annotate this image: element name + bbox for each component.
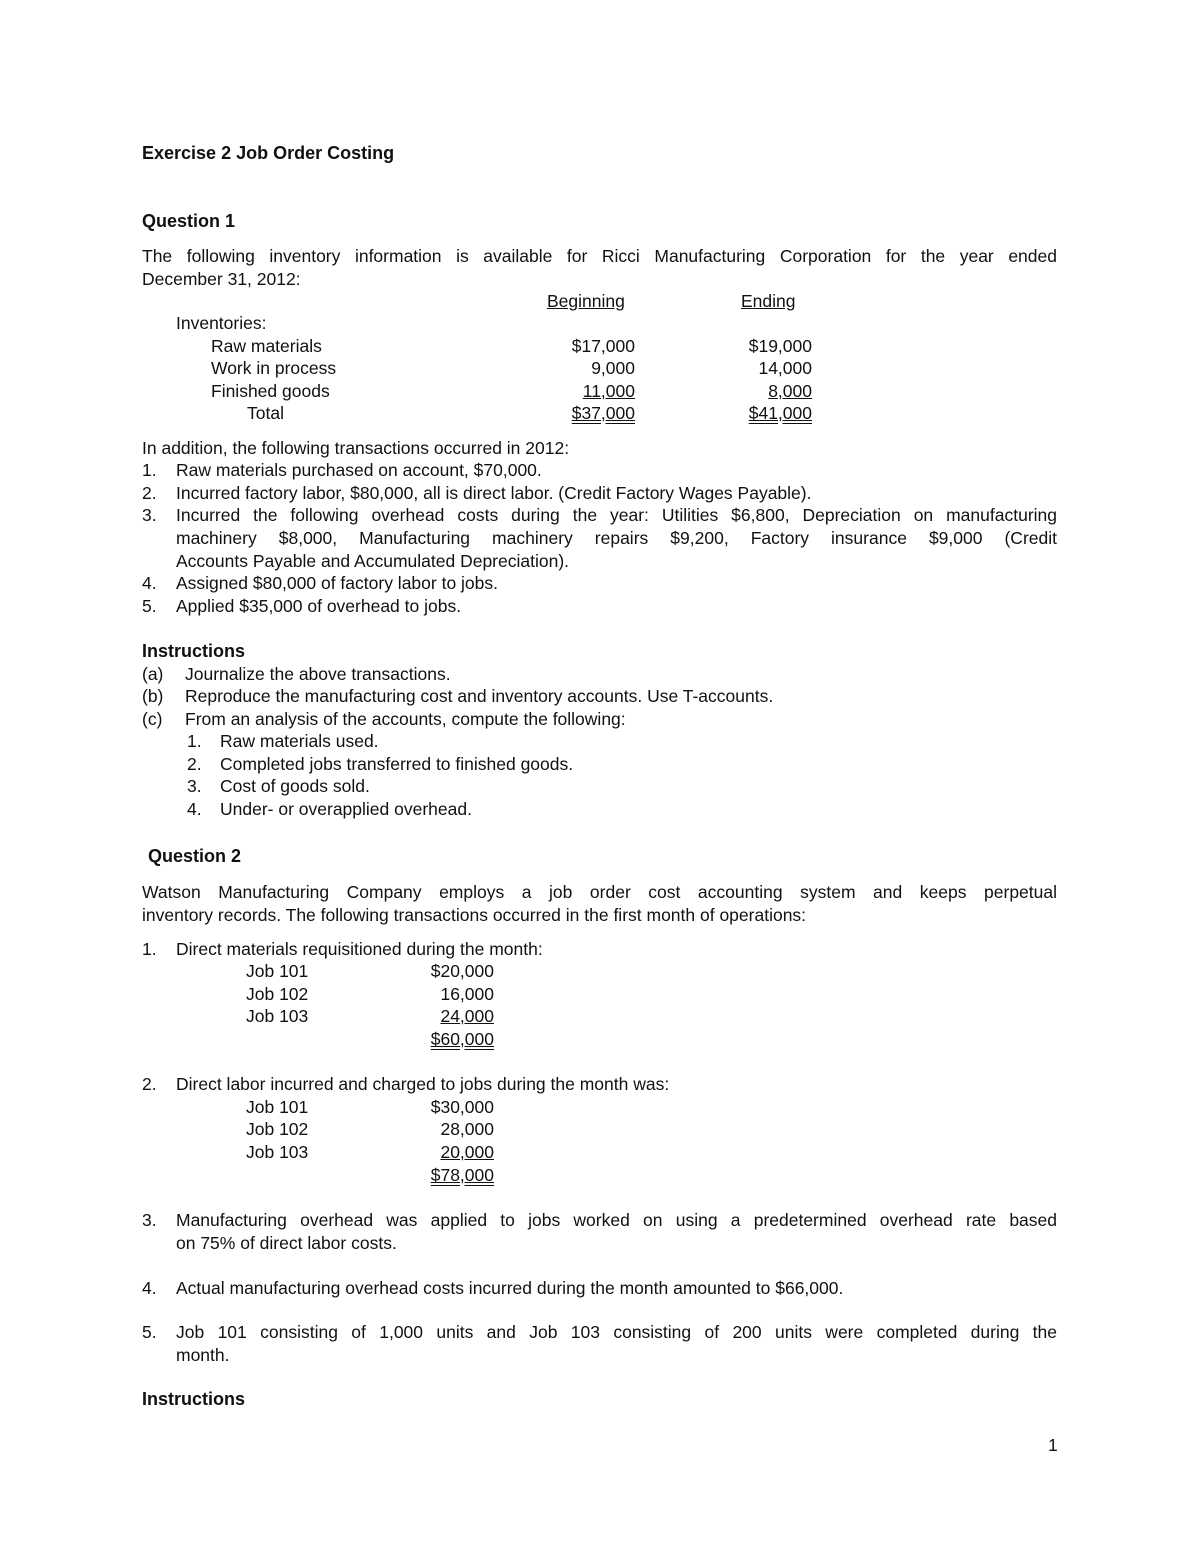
item-text: Actual manufacturing overhead costs incurred during the month amounted to $66,000. [176, 1278, 844, 1298]
q2-intro-line: Watson Manufacturing Company employs a job order cost accounting system and keeps perpetual [142, 882, 1057, 902]
transaction-text: Incurred the following overhead costs during the year: Utilities $6,800, Depreciation on manufacturing [176, 505, 1057, 525]
sub-text: Raw materials used. [220, 731, 379, 751]
item-number: 2. [142, 1074, 157, 1094]
instructions-heading: Instructions [142, 641, 246, 661]
question-1-heading: Question 1 [142, 211, 236, 231]
sub-text: Completed jobs transferred to finished goods. [220, 754, 574, 774]
col-header-beginning: Beginning [547, 291, 625, 311]
row-label: Work in process [211, 358, 337, 378]
labor-total: $78,000 [430, 1165, 494, 1185]
transaction-text: Incurred factory labor, $80,000, all is direct labor. (Credit Factory Wages Payable). [176, 483, 812, 503]
page-number: 1 [1048, 1435, 1058, 1455]
row-label-total: Total [247, 403, 284, 423]
job-label: Job 101 [246, 1097, 309, 1117]
q1-intro-line: December 31, 2012: [142, 269, 301, 289]
q1-intro-line: The following inventory information is available for Ricci Manufacturing Corporation for the year ended [142, 246, 1057, 266]
inventories-label: Inventories: [176, 313, 267, 333]
sub-number: 3. [187, 776, 202, 796]
beginning-total: $37,000 [571, 403, 635, 423]
transaction-text: Applied $35,000 of overhead to jobs. [176, 596, 462, 616]
sub-number: 4. [187, 799, 202, 819]
q1-addition-text: In addition, the following transactions occurred in 2012: [142, 438, 570, 458]
ending-value: 14,000 [758, 358, 812, 378]
item-number: 4. [142, 1278, 157, 1298]
item-number: 5. [142, 1322, 157, 1342]
document-title: Exercise 2 Job Order Costing [142, 143, 395, 163]
ending-total: $41,000 [748, 403, 812, 423]
job-amount: $20,000 [430, 961, 494, 981]
instruction-letter: (c) [142, 709, 163, 729]
job-amount: 24,000 [440, 1006, 494, 1026]
sub-number: 1. [187, 731, 202, 751]
job-amount: 20,000 [440, 1142, 494, 1162]
item-number: 5. [142, 596, 157, 616]
transaction-text: Assigned $80,000 of factory labor to jobs. [176, 573, 499, 593]
sub-number: 2. [187, 754, 202, 774]
beginning-value: $17,000 [571, 336, 635, 356]
job-label: Job 101 [246, 961, 309, 981]
job-amount: $30,000 [430, 1097, 494, 1117]
job-amount: 16,000 [440, 984, 494, 1004]
beginning-value: 9,000 [591, 358, 635, 378]
transaction-text: Raw materials purchased on account, $70,000. [176, 460, 542, 480]
job-amount: 28,000 [440, 1119, 494, 1139]
transaction-text: Accounts Payable and Accumulated Depreciation). [176, 551, 570, 571]
item-text: Direct labor incurred and charged to jobs during the month was: [176, 1074, 670, 1094]
ending-value: $19,000 [748, 336, 812, 356]
instruction-text: From an analysis of the accounts, compute the following: [185, 709, 626, 729]
row-label: Raw materials [211, 336, 322, 356]
item-number: 1. [142, 939, 157, 959]
transaction-text: machinery $8,000, Manufacturing machinery repairs $9,200, Factory insurance $9,000 (Credit [176, 528, 1057, 548]
item-number: 2. [142, 483, 157, 503]
instructions-heading: Instructions [142, 1389, 246, 1409]
beginning-value: 11,000 [582, 381, 635, 401]
instruction-letter: (b) [142, 686, 164, 706]
item-text: Job 101 consisting of 1,000 units and Job 103 consisting of 200 units were completed during the [176, 1322, 1057, 1342]
job-label: Job 103 [246, 1006, 309, 1026]
item-number: 4. [142, 573, 157, 593]
job-label: Job 102 [246, 984, 309, 1004]
instruction-text: Journalize the above transactions. [185, 664, 451, 684]
item-text: Direct materials requisitioned during the month: [176, 939, 543, 959]
row-label: Finished goods [211, 381, 330, 401]
col-header-ending: Ending [741, 291, 796, 311]
instruction-text: Reproduce the manufacturing cost and inventory accounts. Use T-accounts. [185, 686, 774, 706]
q2-intro-line: inventory records. The following transactions occurred in the first month of operations: [142, 905, 807, 925]
item-text: on 75% of direct labor costs. [176, 1233, 397, 1253]
job-label: Job 103 [246, 1142, 309, 1162]
sub-text: Cost of goods sold. [220, 776, 370, 796]
sub-text: Under- or overapplied overhead. [220, 799, 472, 819]
item-number: 3. [142, 505, 157, 525]
item-number: 3. [142, 1210, 157, 1230]
question-2-heading: Question 2 [148, 846, 242, 866]
materials-total: $60,000 [430, 1029, 494, 1049]
ending-value: 8,000 [768, 381, 812, 401]
instruction-letter: (a) [142, 664, 164, 684]
item-text: month. [176, 1345, 230, 1365]
item-text: Manufacturing overhead was applied to jobs worked on using a predetermined overhead rate based [176, 1210, 1057, 1230]
item-number: 1. [142, 460, 157, 480]
job-label: Job 102 [246, 1119, 309, 1139]
